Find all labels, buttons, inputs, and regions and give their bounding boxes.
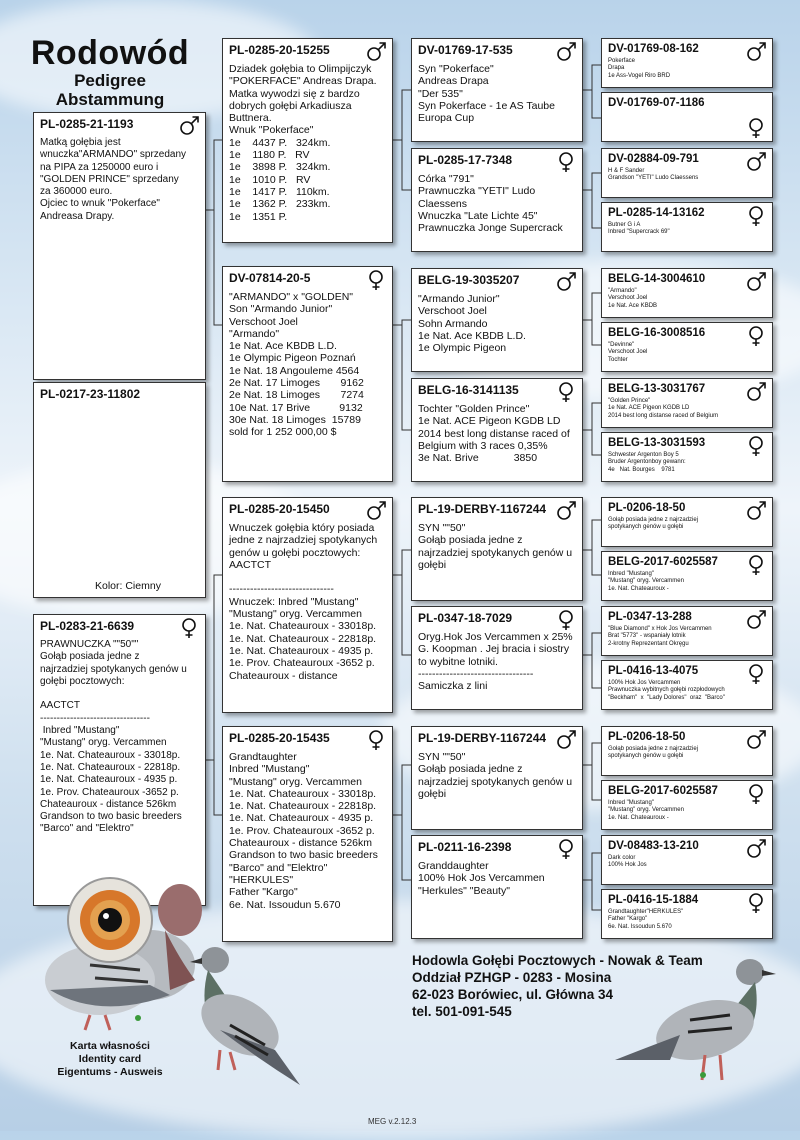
male-icon xyxy=(365,500,387,522)
card-text: Syn "Pokerface" Andreas Drapa "Der 535" Syn Pokerface - 1e AS Taube Europa Cup xyxy=(418,63,555,125)
female-icon xyxy=(745,554,767,576)
card-text: "ARMANDO" x "GOLDEN" Son "Armando Junior" Verschoot Joel "Armando" 1e Nat. Ace KBDB L.D. 1e Olympic Pigeon Poznań 1e Nat. 18 Angouleme 4564 2e Nat. 17 Limoges 9162 2e Nat. 18 Limoges 7274 10e Nat. 17 Brive 9132 30e Nat. 18 Limoges 15789 sold for 1 252 000,00 $ xyxy=(229,291,364,439)
ring-number: PL-0285-20-15435 xyxy=(229,731,330,745)
card-text: "Devinne" Verschoot Joel Tochter xyxy=(608,342,648,363)
ring-number: PL-0347-18-7029 xyxy=(418,611,513,625)
card-text: Matką gołębia jest wnuczka"ARMANDO" sprzedany na PIPA za 1250000 euro i "GOLDEN PRINCE" sprzedany za 360000 euro. Ojciec to wnuk "Pokerface" Andreasa Drapy. xyxy=(40,137,187,222)
gen4-card xyxy=(601,726,773,776)
female-icon xyxy=(745,205,767,227)
male-icon xyxy=(745,838,767,860)
gen3-card xyxy=(411,726,583,830)
gen4-card xyxy=(601,432,773,482)
card-text: Wnuczek gołębia który posiada jedne z najrzadziej spotykanych genów u gołębi pocztowych: AACTCT ------------------------------ Wnuczek: Inbred "Mustang" "Mustang" oryg. Vercammen 1e. Nat. Chateauroux - 33018p. 1e. Nat. Chateauroux - 22818p. 1e. Nat. Chateauroux - 4935 p. 1e. Prov. Chateauroux -3652 p. Chateauroux - distance xyxy=(229,522,378,682)
card-text: SYN ""50" Gołąb posiada jedne z najrzadziej spotykanych genów u gołębi xyxy=(418,751,573,800)
ring-number: DV-08483-13-210 xyxy=(608,840,699,852)
ring-number: BELG-19-3035207 xyxy=(418,273,520,287)
ring-number: PL-0285-20-15450 xyxy=(229,502,330,516)
male-icon xyxy=(745,729,767,751)
card-text: "Blue Diamond" x Hok Jos Vercammen Brat "5773" - wspaniały lotnik 2-krotny Reprezentant Okręgu xyxy=(608,626,712,647)
gen2-card xyxy=(222,726,393,942)
gen3-card xyxy=(411,835,583,939)
female-icon xyxy=(745,435,767,457)
ring-number: PL-0211-16-2398 xyxy=(418,840,512,854)
female-icon xyxy=(365,269,387,291)
gen4-card xyxy=(601,92,773,142)
title-abstammung: Abstammung xyxy=(55,90,165,109)
card-text: Pokerface Drapa 1e Ass-Vogel Riro BRD xyxy=(608,58,671,79)
gen2-card xyxy=(222,38,393,243)
ring-number: PL-0217-23-11802 xyxy=(40,387,141,401)
female-icon xyxy=(745,783,767,805)
card-text: Granddaughter 100% Hok Jos Vercammen "Herkules" "Beauty" xyxy=(418,860,545,897)
female-icon xyxy=(745,117,767,139)
card-text: "Golden Prince" 1e Nat. ACE Pigeon KGDB LD 2014 best long distanse raced of Belgium xyxy=(608,398,719,419)
ring-number: PL-0285-17-7348 xyxy=(418,153,513,167)
male-icon xyxy=(178,115,200,137)
female-icon xyxy=(555,609,577,631)
female-icon xyxy=(178,617,200,639)
card-text: Dziadek gołębia to Olimpijczyk "POKERFACE" Andreas Drapa. Matka wywodzi się z bardzo dobrych gołębi Arkadiusza Buttnera. Wnuk "Pokerface" 1e 4437 P. 324km. 1e 1180 P. RV 1e 3898 P. 324km. 1e 1010 P. RV 1e 1417 P. 110km. 1e 1362 P. 233km. 1e 1351 P. xyxy=(229,63,377,223)
ring-number: PL-0285-20-15255 xyxy=(229,43,330,57)
ring-number: DV-07814-20-5 xyxy=(229,271,311,285)
ring-number: PL-0347-13-288 xyxy=(608,611,692,623)
card-text: "Armando" Verschoot Joel 1e Nat. Ace KBDB xyxy=(608,288,658,309)
gen3-card xyxy=(411,148,583,252)
female-icon xyxy=(555,838,577,860)
dam-card xyxy=(33,614,206,906)
ring-number: PL-0285-21-1193 xyxy=(40,117,134,131)
ring-number: PL-0206-18-50 xyxy=(608,731,686,743)
gen4-card xyxy=(601,322,773,372)
gen4-card xyxy=(601,497,773,547)
ring-number: DV-02884-09-791 xyxy=(608,153,699,165)
gen4-card xyxy=(601,660,773,710)
subject-card xyxy=(33,112,206,380)
card-text: Schwester Argenton Boy 5 Bruder Argentonboy gewann: 4e Nat. Bourges 9781 xyxy=(608,452,686,473)
female-icon xyxy=(745,892,767,914)
title-pedigree: Pedigree xyxy=(74,71,146,90)
gen4-card xyxy=(601,38,773,88)
breeder-address: 62-023 Borówiec, ul. Główna 34 xyxy=(412,987,614,1002)
id-card-line-pl: Karta własności xyxy=(70,1040,150,1052)
ring-number: PL-19-DERBY-1167244 xyxy=(418,502,547,516)
female-icon xyxy=(555,151,577,173)
gen4-card xyxy=(601,780,773,830)
male-icon xyxy=(555,500,577,522)
card-text: Butner G i A Inbred "Supercrack 69" xyxy=(608,222,670,236)
colour-label: Kolor: Ciemny xyxy=(95,580,161,592)
gen4-card xyxy=(601,551,773,601)
male-icon xyxy=(745,151,767,173)
male-icon xyxy=(745,41,767,63)
male-icon xyxy=(555,41,577,63)
card-text: Tochter "Golden Prince" 1e Nat. ACE Pigeon KGDB LD 2014 best long distanse raced of Belgium with 3 races 0,35% 3e Nat. Brive 3850 xyxy=(418,403,570,465)
ring-number: BELG-16-3141135 xyxy=(418,383,519,397)
gen3-card xyxy=(411,606,583,710)
gen3-card xyxy=(411,268,583,372)
card-text: "Armando Junior" Verschoot Joel Sohn Armando 1e Nat. Ace KBDB L.D. 1e Olympic Pigeon xyxy=(418,293,526,355)
version-label: MEG v.2.12.3 xyxy=(368,1117,417,1126)
female-icon xyxy=(365,729,387,751)
card-text: 100% Hok Jos Vercammen Prawnuczka wybitnych gołębi rozpłodowych "Beckham" x "Lady Dolores" oraz "Barco" xyxy=(608,680,725,701)
id-card-line-de: Eigentums - Ausweis xyxy=(57,1066,163,1078)
breeder-branch: Oddział PZHGP - 0283 - Mosina xyxy=(412,970,612,985)
card-text: Dark color 100% Hok Jos xyxy=(608,855,647,869)
ring-number: PL-0283-21-6639 xyxy=(40,619,135,633)
male-icon xyxy=(745,381,767,403)
ring-number: BELG-2017-6025587 xyxy=(608,556,718,568)
id-card-line-en: Identity card xyxy=(78,1053,142,1065)
male-icon xyxy=(365,41,387,63)
female-icon xyxy=(745,663,767,685)
ring-number: BELG-13-3031767 xyxy=(608,383,706,395)
card-text: Córka "791" Prawnuczka "YETI" Ludo Claessens Wnuczka "Late Lichte 45" Prawnuczka Jonge Supercrack xyxy=(418,173,563,235)
ring-number: DV-01769-17-535 xyxy=(418,43,513,57)
ring-number: BELG-14-3004610 xyxy=(608,273,706,285)
card-text: H & F Sander Grandson "YETI" Ludo Claessens xyxy=(608,168,699,182)
ring-number: BELG-2017-6025587 xyxy=(608,785,718,797)
ring-number: PL-19-DERBY-1167244 xyxy=(418,731,547,745)
breeder-phone: tel. 501-091-545 xyxy=(412,1004,512,1019)
gen4-card xyxy=(601,889,773,939)
ring-number: DV-01769-07-1186 xyxy=(608,97,705,109)
ring-number: BELG-13-3031593 xyxy=(608,437,706,449)
title-main: Rodowód xyxy=(30,34,190,72)
male-icon xyxy=(745,609,767,631)
title-block xyxy=(15,35,205,109)
ring-number: BELG-16-3008516 xyxy=(608,327,706,339)
sire-card xyxy=(33,382,206,598)
gen4-card xyxy=(601,268,773,318)
gen3-card xyxy=(411,38,583,142)
ring-number: PL-0285-14-13162 xyxy=(608,207,705,219)
male-icon xyxy=(745,500,767,522)
gen4-card xyxy=(601,202,773,252)
gen4-card xyxy=(601,378,773,428)
card-text: SYN ""50" Gołąb posiada jedne z najrzadziej spotykanych genów u gołębi xyxy=(418,522,573,571)
card-text: PRAWNUCZKA ""50"" Gołąb posiada jedne z najrzadziej spotykanych genów u gołębi pocztowych: AACTCT --------------------------------- Inbred "Mustang" "Mustang" oryg. Vercammen 1e. Nat. Chateauroux - 33018p. 1e. Nat. Chateauroux - 22818p. 1e. Nat. Chateauroux - 4935 p. 1e. Prov. Chateauroux -3652 p. Chateauroux - distance 526km Grandson to two basic breeders "Barco" and "Elektro" xyxy=(40,639,187,835)
gen3-card xyxy=(411,378,583,482)
gen2-card xyxy=(222,266,393,482)
male-icon xyxy=(555,271,577,293)
female-icon xyxy=(555,381,577,403)
breeder-name: Hodowla Gołębi Pocztowych - Nowak & Team xyxy=(412,953,703,968)
gen4-card xyxy=(601,835,773,885)
male-icon xyxy=(745,271,767,293)
gen4-card xyxy=(601,148,773,198)
card-text: Grandtaughter Inbred "Mustang" "Mustang" oryg. Vercammen 1e. Nat. Chateauroux - 33018p. 1e. Nat. Chateauroux - 22818p. 1e. Nat. Chateauroux - 4935 p. 1e. Prov. Chateauroux -3652 p. Chateauroux - distance 526km Grandson to two basic breeders "Barco" and "Elektro" "HERKULES" Father "Kargo" 6e. Nat. Issoudun 5.670 xyxy=(229,751,378,911)
ring-number: PL-0416-15-1884 xyxy=(608,894,699,906)
female-icon xyxy=(745,325,767,347)
pigeon-illustration xyxy=(180,940,310,1100)
male-icon xyxy=(555,729,577,751)
ring-number: PL-0416-13-4075 xyxy=(608,665,699,677)
card-text: Grandtaughter"HERKULES" Father "Kargo" 6e. Nat. Issoudun 5.670 xyxy=(608,909,684,930)
breeder-info xyxy=(412,952,772,1020)
identity-card-label xyxy=(25,1040,195,1079)
card-text: Gołąb posiada jedne z najrzadziej spotykanych genów u gołębi xyxy=(608,517,699,531)
gen2-card xyxy=(222,497,393,713)
card-text: Oryg.Hok Jos Vercammen x 25% G. Koopman . Jej bracia i siostry to wybitne lotniki. --------------------------------- Samiczka z lini xyxy=(418,631,573,693)
card-text: Gołąb posiada jedne z najrzadziej spotykanych genów u gołębi xyxy=(608,746,699,760)
card-text: Inbred "Mustang" "Mustang" oryg. Vercammen 1e. Nat. Chateauroux - xyxy=(608,571,684,592)
ring-number: PL-0206-18-50 xyxy=(608,502,686,514)
card-text: Inbred "Mustang" "Mustang" oryg. Vercammen 1e. Nat. Chateauroux - xyxy=(608,800,684,821)
gen4-card xyxy=(601,606,773,656)
ring-number: DV-01769-08-162 xyxy=(608,43,699,55)
gen3-card xyxy=(411,497,583,601)
